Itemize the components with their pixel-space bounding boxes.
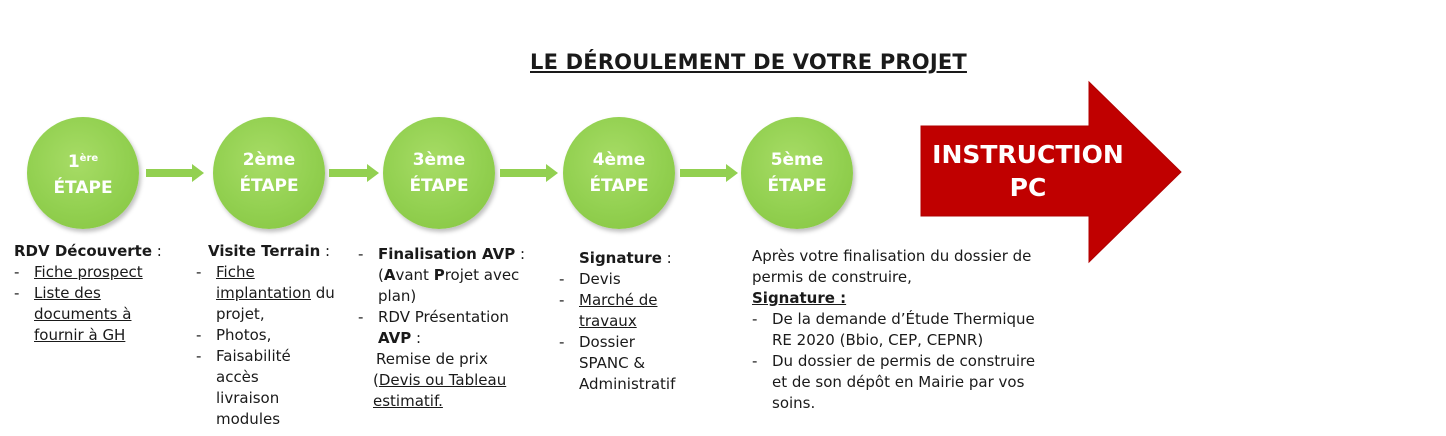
list-item: - Faisabilité accès livraison modules — [196, 346, 346, 430]
connector-arrow-2 — [329, 163, 381, 183]
step-2-number: 2ème — [242, 150, 296, 170]
list-item: - RDV Présentation AVP : — [358, 307, 548, 349]
list-item: - Fiche implantation du projet, — [196, 262, 346, 325]
step-5-number: 5ème — [770, 150, 824, 170]
step-1-details — [14, 241, 174, 346]
step-1-heading: RDV Découverte : — [14, 242, 162, 260]
step-4-number: 4ème — [592, 150, 646, 170]
devis-tableau: (Devis ou Tableau estimatif. — [373, 371, 507, 410]
step-4-circle — [563, 117, 675, 229]
step-1-circle — [27, 117, 139, 229]
page-title: LE DÉROULEMENT DE VOTRE PROJET — [530, 50, 967, 74]
fiche-prospect-link[interactable]: Fiche prospect — [34, 263, 143, 281]
liste-documents-link[interactable]: Liste des documents à fournir à GH — [34, 284, 132, 344]
instruction-pc-line2: PC — [1009, 173, 1047, 202]
step-5-circle — [741, 117, 853, 229]
list-item: - Finalisation AVP : (Avant Projet avec plan) — [358, 244, 548, 307]
connector-arrow-1 — [146, 163, 206, 183]
list-item — [14, 283, 174, 346]
step-3-heading: Finalisation AVP — [378, 245, 516, 263]
instruction-pc-label — [928, 138, 1128, 204]
list-item: - Dossier SPANC & Administratif — [559, 332, 699, 395]
step-1-number: 1 — [67, 151, 80, 172]
list-item — [559, 290, 699, 332]
remise-de-prix: Remise de prix — [376, 350, 488, 368]
fiche-implantation-link[interactable]: Fiche implantation — [216, 263, 311, 302]
instruction-pc-line1: INSTRUCTION — [932, 140, 1124, 169]
step-3-label: ÉTAPE — [409, 176, 469, 196]
step-5-intro: Après votre finalisation du dossier de permis de construire, — [752, 247, 1032, 286]
step-5-label: ÉTAPE — [767, 176, 827, 196]
list-item: - Photos, — [196, 325, 346, 346]
step-3-circle — [383, 117, 495, 229]
step-3-details — [358, 244, 548, 412]
step-4-heading: Signature : — [579, 249, 672, 267]
connector-arrow-3 — [500, 163, 560, 183]
list-item: - Devis — [559, 269, 699, 290]
step-1-sup: ère — [79, 152, 99, 164]
connector-arrow-4 — [680, 163, 740, 183]
step-3-number: 3ème — [412, 150, 466, 170]
step-5-heading: Signature : — [752, 289, 847, 307]
step-4-details — [559, 248, 699, 395]
list-item: - Du dossier de permis de construire et de son dépôt en Mairie par vos soins. — [752, 351, 1037, 414]
step-4-label: ÉTAPE — [589, 176, 649, 196]
devis-tableau-link[interactable]: Devis ou Tableau estimatif. — [373, 371, 507, 410]
step-2-label: ÉTAPE — [239, 176, 299, 196]
step-1-label: ÉTAPE — [53, 177, 113, 198]
step-2-heading: Visite Terrain : — [208, 242, 331, 260]
list-item — [14, 262, 174, 283]
step-2-circle — [213, 117, 325, 229]
step-5-details — [752, 246, 1037, 414]
step-2-details — [196, 241, 346, 430]
marche-travaux-link[interactable]: Marché de travaux — [579, 291, 658, 330]
list-item: - De la demande d’Étude Thermique RE 2020 (Bbio, CEP, CEPNR) — [752, 309, 1037, 351]
